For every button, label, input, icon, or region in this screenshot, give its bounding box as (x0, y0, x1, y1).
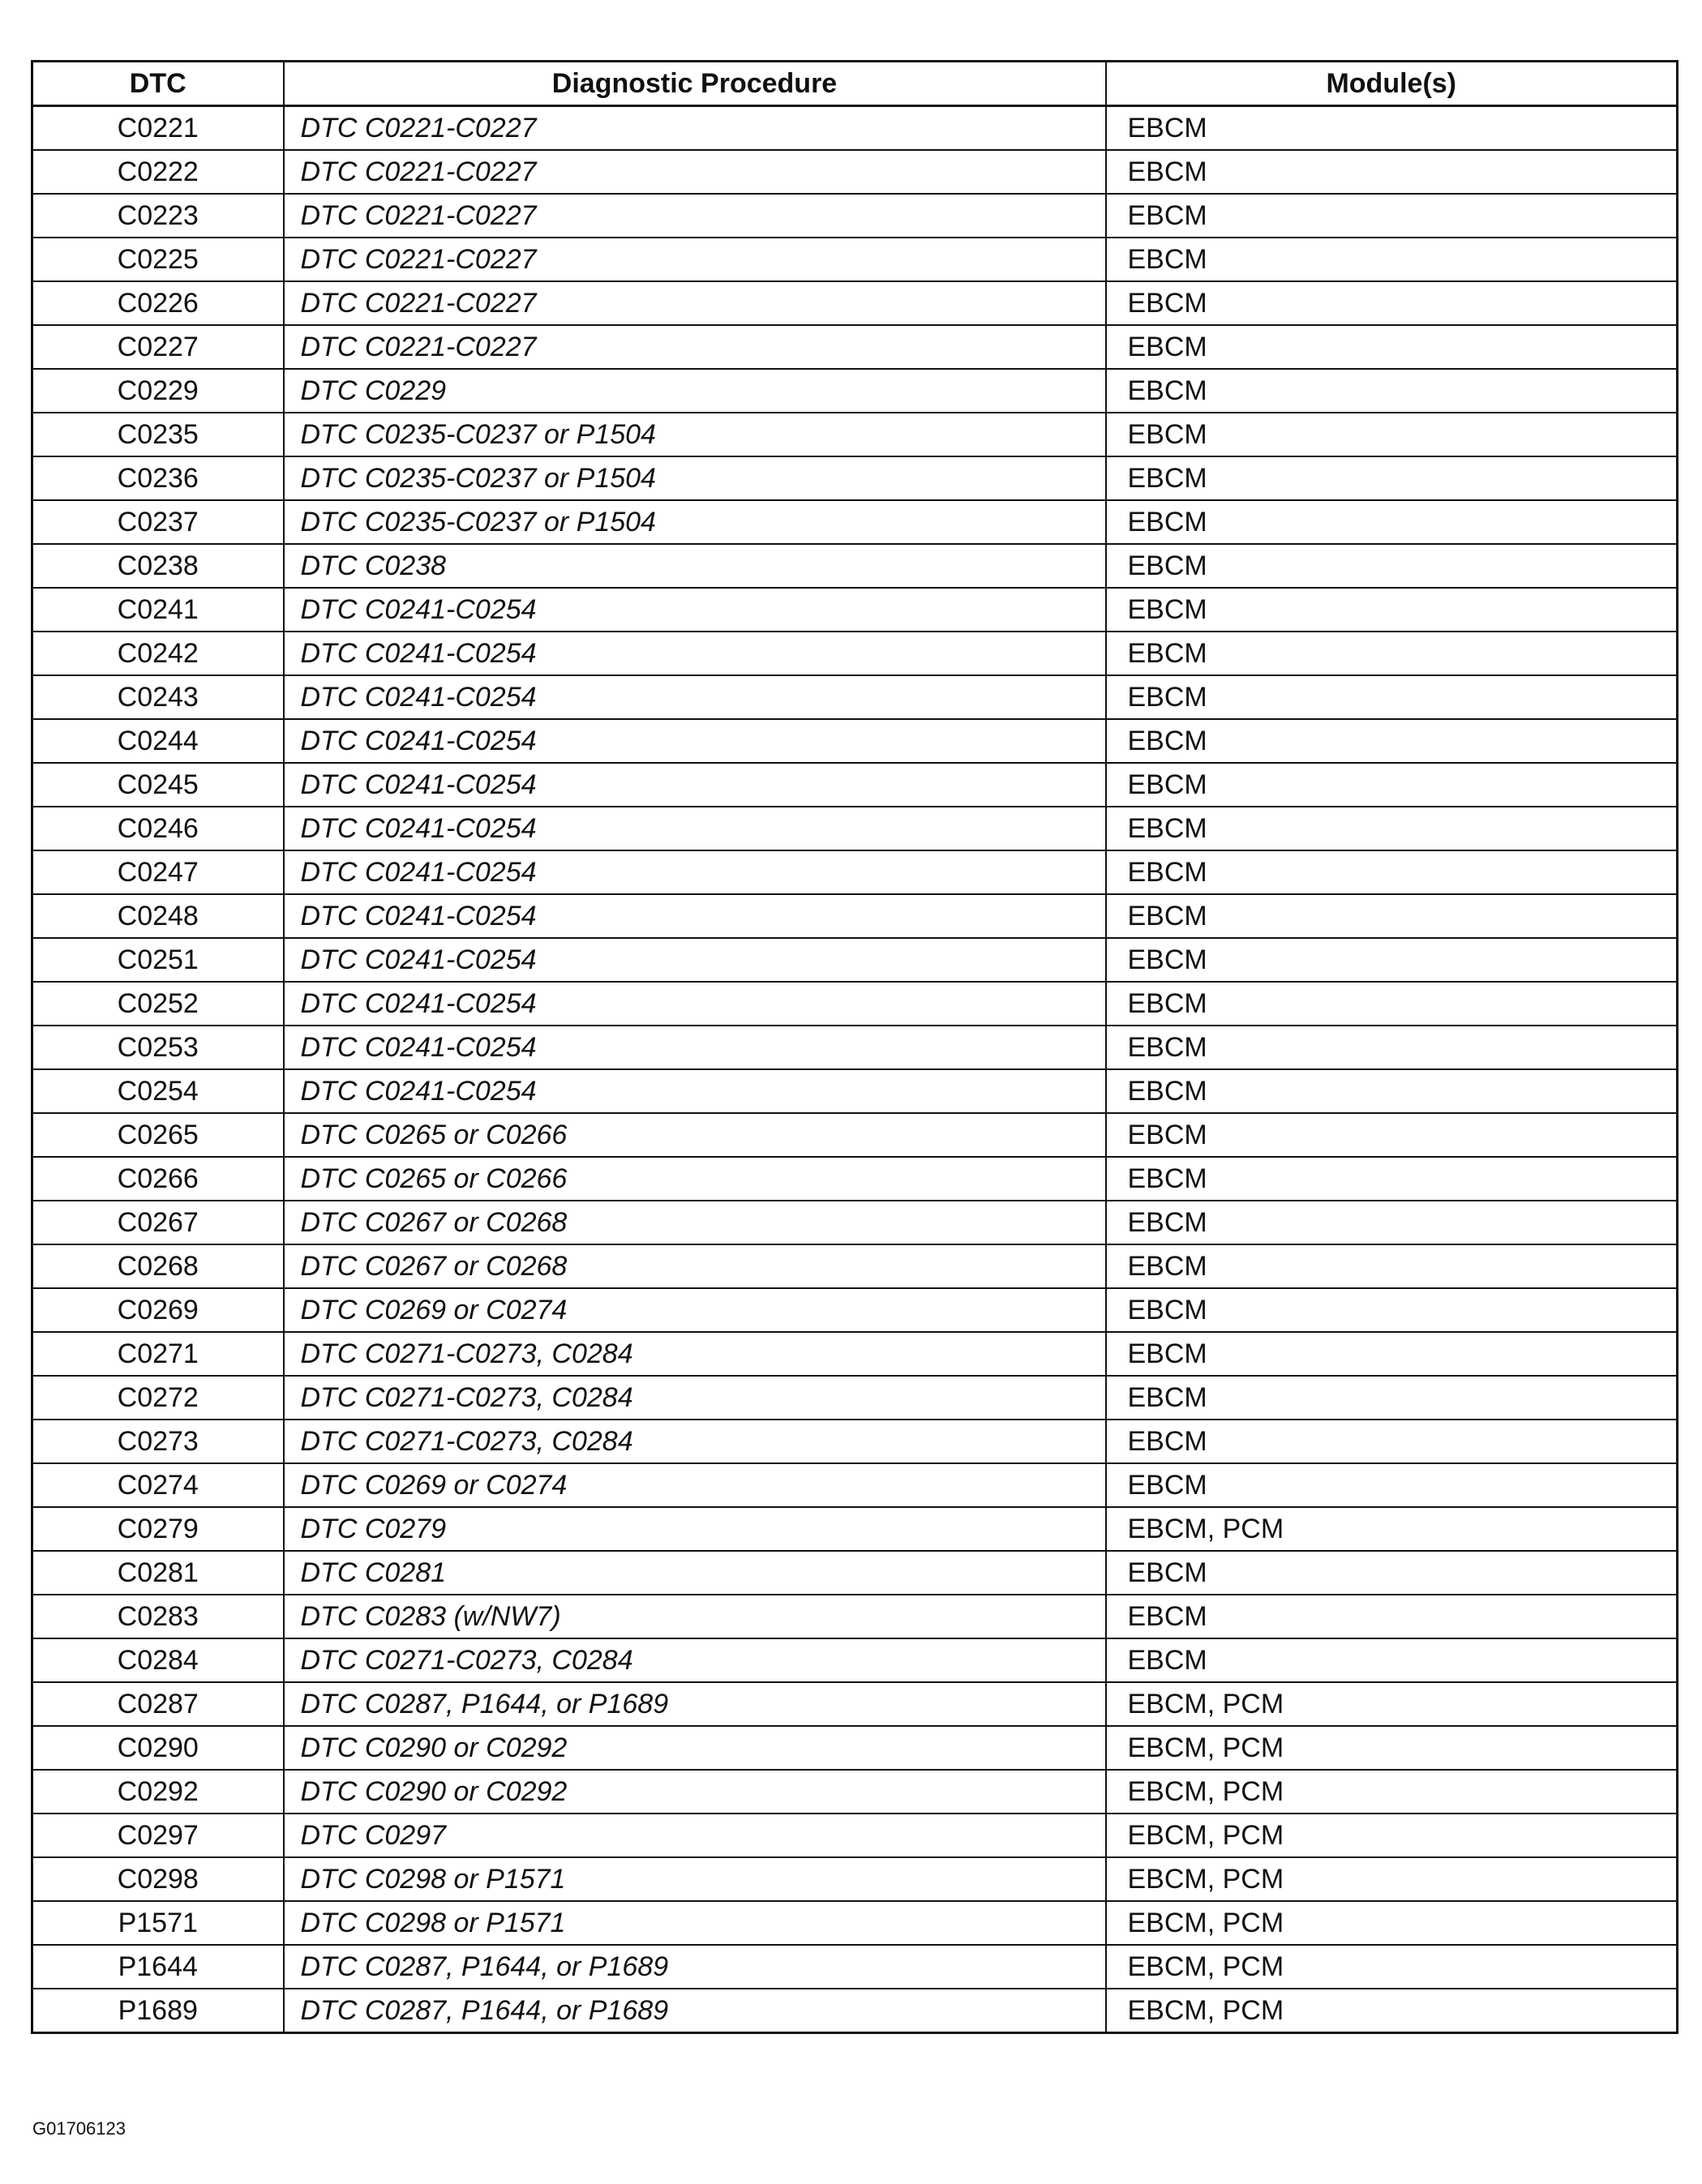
modules-cell: EBCM (1106, 1288, 1678, 1332)
diagnostic-procedure-cell: DTC C0221-C0227 (284, 106, 1106, 151)
table-row (32, 1332, 1678, 1376)
dtc-code-cell: C0248 (32, 894, 284, 938)
diagnostic-procedure-cell: DTC C0283 (w/NW7) (284, 1595, 1106, 1638)
diagnostic-procedure-cell: DTC C0238 (284, 544, 1106, 588)
table-row (32, 194, 1678, 238)
diagnostic-procedure-cell: DTC C0229 (284, 369, 1106, 413)
dtc-table (31, 60, 1678, 2034)
dtc-code-cell: C0226 (32, 281, 284, 325)
dtc-code-cell: C0222 (32, 150, 284, 194)
diagnostic-procedure-cell: DTC C0241-C0254 (284, 982, 1106, 1026)
dtc-code-cell: C0236 (32, 456, 284, 500)
modules-cell: EBCM, PCM (1106, 1857, 1678, 1901)
modules-cell: EBCM (1106, 456, 1678, 500)
table-row (32, 238, 1678, 281)
diagnostic-procedure-cell: DTC C0265 or C0266 (284, 1157, 1106, 1201)
modules-cell: EBCM (1106, 500, 1678, 544)
dtc-code-cell: C0297 (32, 1814, 284, 1857)
table-row (32, 632, 1678, 675)
dtc-code-cell: C0269 (32, 1288, 284, 1332)
modules-cell: EBCM (1106, 1595, 1678, 1638)
table-row (32, 982, 1678, 1026)
modules-cell: EBCM (1106, 1157, 1678, 1201)
table-row (32, 1026, 1678, 1069)
diagnostic-procedure-cell: DTC C0267 or C0268 (284, 1201, 1106, 1244)
diagnostic-procedure-cell: DTC C0241-C0254 (284, 675, 1106, 719)
modules-cell: EBCM (1106, 369, 1678, 413)
diagnostic-procedure-cell: DTC C0241-C0254 (284, 763, 1106, 807)
dtc-code-cell: C0237 (32, 500, 284, 544)
table-row (32, 1945, 1678, 1989)
diagnostic-procedure-cell: DTC C0221-C0227 (284, 194, 1106, 238)
table-row (32, 1682, 1678, 1726)
modules-cell: EBCM (1106, 1244, 1678, 1288)
dtc-code-cell: C0254 (32, 1069, 284, 1113)
table-row (32, 413, 1678, 456)
modules-cell: EBCM (1106, 1069, 1678, 1113)
dtc-code-cell: C0283 (32, 1595, 284, 1638)
dtc-code-cell: C0252 (32, 982, 284, 1026)
diagnostic-procedure-cell: DTC C0297 (284, 1814, 1106, 1857)
table-row (32, 1420, 1678, 1463)
dtc-code-cell: C0298 (32, 1857, 284, 1901)
diagnostic-procedure-cell: DTC C0221-C0227 (284, 325, 1106, 369)
diagnostic-procedure-cell: DTC C0269 or C0274 (284, 1463, 1106, 1507)
table-row (32, 1201, 1678, 1244)
header-modules: Module(s) (1106, 62, 1678, 106)
table-row (32, 894, 1678, 938)
diagnostic-procedure-cell: DTC C0235-C0237 or P1504 (284, 456, 1106, 500)
dtc-code-cell: P1644 (32, 1945, 284, 1989)
diagnostic-procedure-cell: DTC C0271-C0273, C0284 (284, 1376, 1106, 1420)
table-row (32, 1157, 1678, 1201)
table-row (32, 675, 1678, 719)
modules-cell: EBCM (1106, 1551, 1678, 1595)
dtc-code-cell: C0246 (32, 807, 284, 850)
table-row (32, 150, 1678, 194)
modules-cell: EBCM, PCM (1106, 1682, 1678, 1726)
table-row (32, 1770, 1678, 1814)
dtc-code-cell: C0272 (32, 1376, 284, 1420)
table-row (32, 1989, 1678, 2033)
table-row (32, 1463, 1678, 1507)
modules-cell: EBCM (1106, 544, 1678, 588)
modules-cell: EBCM (1106, 1201, 1678, 1244)
dtc-code-cell: C0292 (32, 1770, 284, 1814)
diagnostic-procedure-cell: DTC C0241-C0254 (284, 807, 1106, 850)
header-dtc: DTC (32, 62, 284, 106)
dtc-code-cell: C0266 (32, 1157, 284, 1201)
dtc-code-cell: C0242 (32, 632, 284, 675)
table-row (32, 719, 1678, 763)
dtc-code-cell: C0268 (32, 1244, 284, 1288)
modules-cell: EBCM (1106, 325, 1678, 369)
table-row (32, 1069, 1678, 1113)
modules-cell: EBCM (1106, 588, 1678, 632)
diagnostic-procedure-cell: DTC C0241-C0254 (284, 632, 1106, 675)
diagnostic-procedure-cell: DTC C0241-C0254 (284, 1069, 1106, 1113)
dtc-code-cell: C0223 (32, 194, 284, 238)
modules-cell: EBCM (1106, 850, 1678, 894)
table-row (32, 1244, 1678, 1288)
table-row (32, 1376, 1678, 1420)
modules-cell: EBCM (1106, 1332, 1678, 1376)
header-diagnostic-procedure: Diagnostic Procedure (284, 62, 1106, 106)
dtc-code-cell: C0265 (32, 1113, 284, 1157)
dtc-code-cell: C0284 (32, 1638, 284, 1682)
dtc-code-cell: C0229 (32, 369, 284, 413)
diagnostic-procedure-cell: DTC C0235-C0237 or P1504 (284, 500, 1106, 544)
dtc-code-cell: C0225 (32, 238, 284, 281)
dtc-code-cell: P1571 (32, 1901, 284, 1945)
header-row (32, 62, 1678, 106)
table-row (32, 763, 1678, 807)
diagnostic-procedure-cell: DTC C0241-C0254 (284, 719, 1106, 763)
diagnostic-procedure-cell: DTC C0241-C0254 (284, 894, 1106, 938)
diagnostic-procedure-cell: DTC C0269 or C0274 (284, 1288, 1106, 1332)
diagnostic-procedure-cell: DTC C0290 or C0292 (284, 1770, 1106, 1814)
table-row (32, 588, 1678, 632)
dtc-code-cell: C0279 (32, 1507, 284, 1551)
table-row (32, 281, 1678, 325)
diagnostic-procedure-cell: DTC C0287, P1644, or P1689 (284, 1945, 1106, 1989)
modules-cell: EBCM (1106, 719, 1678, 763)
table-row (32, 1901, 1678, 1945)
diagnostic-procedure-cell: DTC C0287, P1644, or P1689 (284, 1682, 1106, 1726)
diagnostic-procedure-cell: DTC C0271-C0273, C0284 (284, 1420, 1106, 1463)
table-row (32, 1113, 1678, 1157)
diagnostic-procedure-cell: DTC C0241-C0254 (284, 588, 1106, 632)
modules-cell: EBCM (1106, 894, 1678, 938)
modules-cell: EBCM (1106, 1113, 1678, 1157)
dtc-code-cell: C0227 (32, 325, 284, 369)
diagnostic-procedure-cell: DTC C0221-C0227 (284, 150, 1106, 194)
modules-cell: EBCM (1106, 1463, 1678, 1507)
diagnostic-procedure-cell: DTC C0281 (284, 1551, 1106, 1595)
dtc-code-cell: C0273 (32, 1420, 284, 1463)
modules-cell: EBCM, PCM (1106, 1945, 1678, 1989)
dtc-code-cell: C0253 (32, 1026, 284, 1069)
diagnostic-procedure-cell: DTC C0241-C0254 (284, 1026, 1106, 1069)
dtc-code-cell: C0243 (32, 675, 284, 719)
modules-cell: EBCM (1106, 763, 1678, 807)
table-row (32, 1857, 1678, 1901)
figure-id: G01706123 (32, 2118, 126, 2139)
modules-cell: EBCM, PCM (1106, 1814, 1678, 1857)
table-row (32, 325, 1678, 369)
dtc-code-cell: C0221 (32, 106, 284, 151)
diagnostic-procedure-cell: DTC C0279 (284, 1507, 1106, 1551)
table-row (32, 1638, 1678, 1682)
dtc-code-cell: C0244 (32, 719, 284, 763)
table-row (32, 544, 1678, 588)
modules-cell: EBCM, PCM (1106, 1507, 1678, 1551)
modules-cell: EBCM (1106, 982, 1678, 1026)
dtc-code-cell: C0247 (32, 850, 284, 894)
modules-cell: EBCM, PCM (1106, 1726, 1678, 1770)
dtc-code-cell: C0251 (32, 938, 284, 982)
diagnostic-procedure-cell: DTC C0221-C0227 (284, 238, 1106, 281)
table-row (32, 369, 1678, 413)
table-row (32, 1507, 1678, 1551)
table-row (32, 938, 1678, 982)
diagnostic-procedure-cell: DTC C0267 or C0268 (284, 1244, 1106, 1288)
modules-cell: EBCM, PCM (1106, 1989, 1678, 2033)
modules-cell: EBCM (1106, 150, 1678, 194)
modules-cell: EBCM (1106, 281, 1678, 325)
table-row (32, 500, 1678, 544)
table-row (32, 1726, 1678, 1770)
modules-cell: EBCM (1106, 106, 1678, 151)
table-header (32, 62, 1678, 106)
modules-cell: EBCM (1106, 1638, 1678, 1682)
table-row (32, 1288, 1678, 1332)
dtc-code-cell: C0235 (32, 413, 284, 456)
table-body (32, 106, 1678, 2033)
diagnostic-procedure-cell: DTC C0221-C0227 (284, 281, 1106, 325)
diagnostic-procedure-cell: DTC C0241-C0254 (284, 850, 1106, 894)
table-row (32, 850, 1678, 894)
dtc-code-cell: C0287 (32, 1682, 284, 1726)
dtc-code-cell: C0271 (32, 1332, 284, 1376)
dtc-code-cell: C0241 (32, 588, 284, 632)
modules-cell: EBCM (1106, 675, 1678, 719)
modules-cell: EBCM (1106, 1420, 1678, 1463)
diagnostic-procedure-cell: DTC C0265 or C0266 (284, 1113, 1106, 1157)
table-row (32, 807, 1678, 850)
table-row (32, 1551, 1678, 1595)
table-row (32, 456, 1678, 500)
modules-cell: EBCM, PCM (1106, 1770, 1678, 1814)
modules-cell: EBCM (1106, 807, 1678, 850)
diagnostic-procedure-cell: DTC C0241-C0254 (284, 938, 1106, 982)
dtc-code-cell: C0238 (32, 544, 284, 588)
table-row (32, 106, 1678, 151)
modules-cell: EBCM (1106, 238, 1678, 281)
table-row (32, 1595, 1678, 1638)
diagnostic-procedure-cell: DTC C0290 or C0292 (284, 1726, 1106, 1770)
modules-cell: EBCM (1106, 632, 1678, 675)
table-row (32, 1814, 1678, 1857)
dtc-code-cell: P1689 (32, 1989, 284, 2033)
modules-cell: EBCM, PCM (1106, 1901, 1678, 1945)
dtc-code-cell: C0267 (32, 1201, 284, 1244)
dtc-code-cell: C0290 (32, 1726, 284, 1770)
diagnostic-procedure-cell: DTC C0235-C0237 or P1504 (284, 413, 1106, 456)
dtc-code-cell: C0245 (32, 763, 284, 807)
modules-cell: EBCM (1106, 194, 1678, 238)
dtc-code-cell: C0274 (32, 1463, 284, 1507)
modules-cell: EBCM (1106, 938, 1678, 982)
diagnostic-procedure-cell: DTC C0271-C0273, C0284 (284, 1332, 1106, 1376)
modules-cell: EBCM (1106, 1026, 1678, 1069)
modules-cell: EBCM (1106, 413, 1678, 456)
diagnostic-procedure-cell: DTC C0298 or P1571 (284, 1857, 1106, 1901)
diagnostic-procedure-cell: DTC C0271-C0273, C0284 (284, 1638, 1106, 1682)
dtc-code-cell: C0281 (32, 1551, 284, 1595)
diagnostic-procedure-cell: DTC C0287, P1644, or P1689 (284, 1989, 1106, 2033)
modules-cell: EBCM (1106, 1376, 1678, 1420)
diagnostic-procedure-cell: DTC C0298 or P1571 (284, 1901, 1106, 1945)
